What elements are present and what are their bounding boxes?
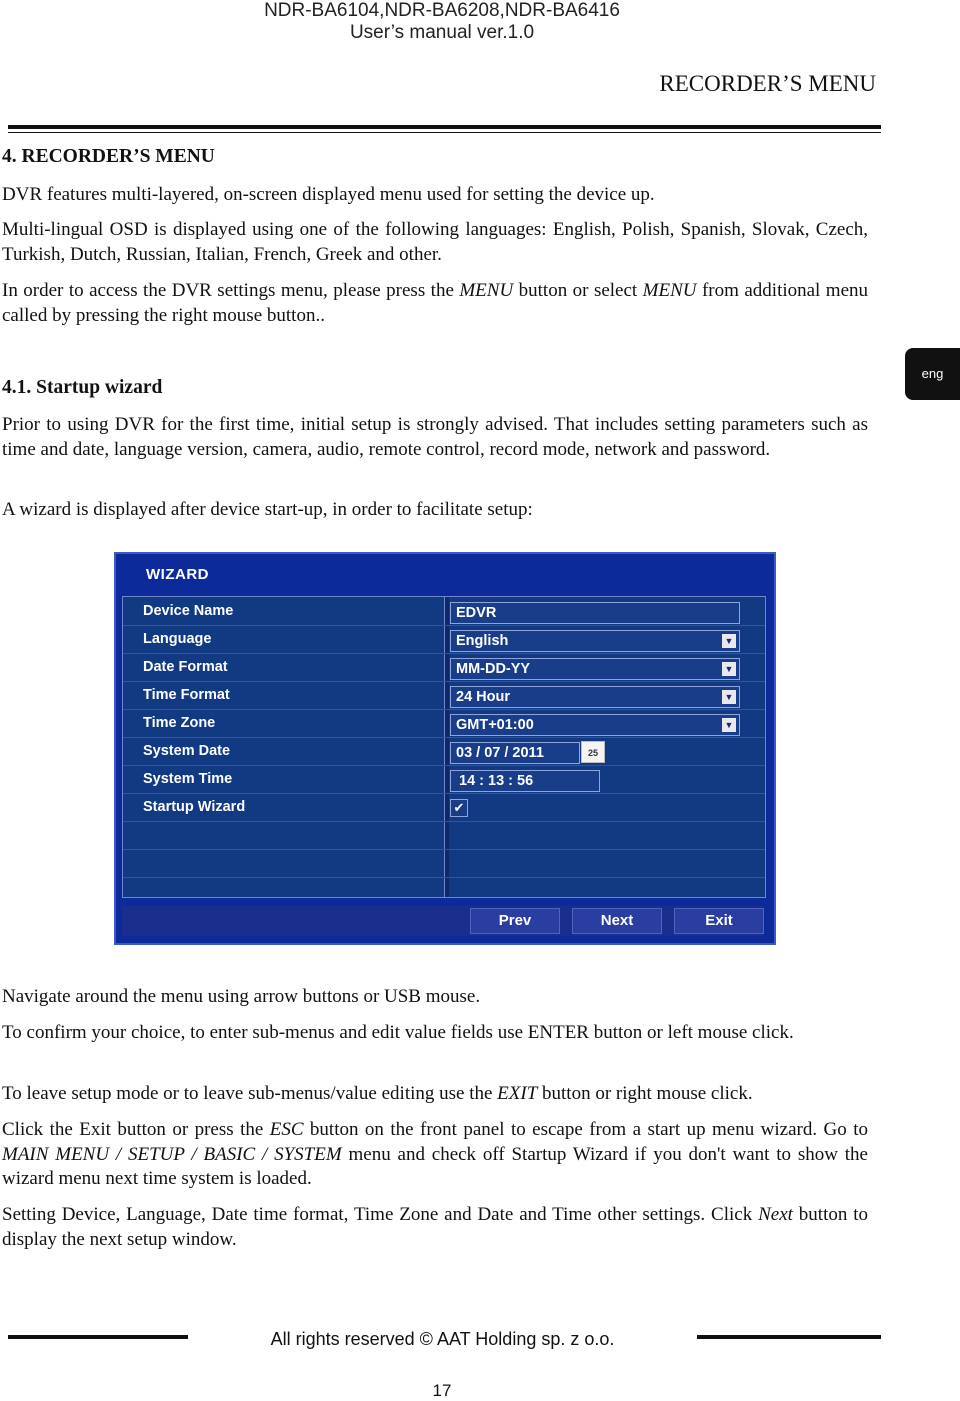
menu-path: MAIN MENU / SETUP / BASIC / SYSTEM — [2, 1143, 342, 1165]
next-button[interactable]: Next — [572, 908, 662, 934]
header-manual-version: User’s manual ver.1.0 — [349, 22, 535, 43]
footer-rule-right — [697, 1335, 881, 1339]
column-divider — [444, 597, 449, 897]
system-date-input[interactable]: 03 / 07 / 2011 25 — [450, 742, 580, 764]
calendar-icon[interactable]: 25 — [581, 741, 605, 763]
esc-keyword: ESC — [269, 1119, 304, 1140]
wizard-button-bar — [122, 906, 764, 936]
date-format-select[interactable]: MM-DD-YY ▼ — [450, 658, 740, 680]
header-rule-thin — [8, 132, 881, 133]
menu-keyword: MENU — [642, 280, 697, 301]
wizard-title: WIZARD — [146, 566, 209, 583]
chapter-title: 4. RECORDER’S MENU — [2, 146, 215, 167]
system-time-label: System Time — [143, 771, 233, 787]
chevron-down-icon[interactable]: ▼ — [722, 690, 736, 704]
languages-paragraph: Multi-lingual OSD is displayed using one of the following languages: English, Polish, Spanish, Slovak, Czech, Turkish, Dutch, Russian, Italian, French, Greek and other. — [2, 219, 868, 265]
chevron-down-icon[interactable]: ▼ — [722, 718, 736, 732]
system-time-input[interactable]: 14 : 13 : 56 — [450, 770, 600, 792]
device-name-input[interactable]: EDVR — [450, 602, 740, 624]
next-keyword: Next — [758, 1204, 793, 1225]
prev-button[interactable]: Prev — [470, 908, 560, 934]
menu-keyword: MENU — [459, 280, 514, 301]
chevron-down-icon[interactable]: ▼ — [722, 662, 736, 676]
page-number: 17 — [432, 1381, 452, 1400]
intro-paragraph: DVR features multi-layered, on-screen displayed menu used for setting the device up. — [2, 184, 655, 205]
language-label: Language — [143, 631, 212, 647]
exit-keyword: EXIT — [497, 1083, 538, 1104]
wizard-settings-panel — [122, 596, 766, 898]
time-zone-select[interactable]: GMT+01:00 ▼ — [450, 714, 740, 736]
startup-paragraph: Prior to using DVR for the first time, initial setup is strongly advised. That includes setting parameters such as time and date, language version, camera, audio, remote control, record mode, network and password. — [2, 414, 868, 460]
wizard-window — [114, 552, 776, 945]
menu-access-paragraph: In order to access the DVR settings menu, please press the MENU button or select MENU from additional menu called by pressing the right mouse button.. — [2, 280, 869, 326]
device-name-label: Device Name — [143, 603, 234, 619]
header-rule-thick — [8, 125, 881, 129]
startup-wizard-label: Startup Wizard — [143, 799, 246, 815]
section-title: 4.1. Startup wizard — [2, 377, 163, 398]
chevron-down-icon[interactable]: ▼ — [722, 634, 736, 648]
startup-wizard-checkbox[interactable]: ✔ — [450, 799, 468, 817]
wizard-intro-paragraph: A wizard is displayed after device start-up, in order to facilitate setup: — [2, 499, 533, 520]
time-format-label: Time Format — [143, 687, 230, 703]
header-models: NDR-BA6104,NDR-BA6208,NDR-BA6416 — [264, 0, 620, 21]
header-section-title: RECORDER’S MENU — [659, 71, 876, 96]
exit-button[interactable]: Exit — [674, 908, 764, 934]
system-date-label: System Date — [143, 743, 231, 759]
settings-paragraph: Setting Device, Language, Date time format, Time Zone and Date and Time other settings. Click Next button to display the next setup window. — [2, 1204, 868, 1250]
leave-paragraph: To leave setup mode or to leave sub-menus/value editing use the EXIT button or right mouse click. — [2, 1083, 753, 1104]
footer-rule-left — [8, 1335, 188, 1339]
time-format-select[interactable]: 24 Hour ▼ — [450, 686, 740, 708]
confirm-paragraph: To confirm your choice, to enter sub-menus and edit value fields use ENTER button or left mouse click. — [2, 1022, 794, 1043]
time-zone-label: Time Zone — [143, 715, 216, 731]
language-tab: eng — [905, 348, 960, 400]
escape-paragraph: Click the Exit button or press the ESC button on the front panel to escape from a start up menu wizard. Go to MAIN MENU / SETUP / BASIC / SYSTEM menu and check off Startup Wizard if you don't want to show the wizard menu next time system is loaded. — [2, 1119, 868, 1189]
language-select[interactable]: English ▼ — [450, 630, 740, 652]
footer-copyright: All rights reserved © AAT Holding sp. z o.o. — [270, 1329, 615, 1349]
navigate-paragraph: Navigate around the menu using arrow buttons or USB mouse. — [2, 986, 481, 1007]
date-format-label: Date Format — [143, 659, 228, 675]
